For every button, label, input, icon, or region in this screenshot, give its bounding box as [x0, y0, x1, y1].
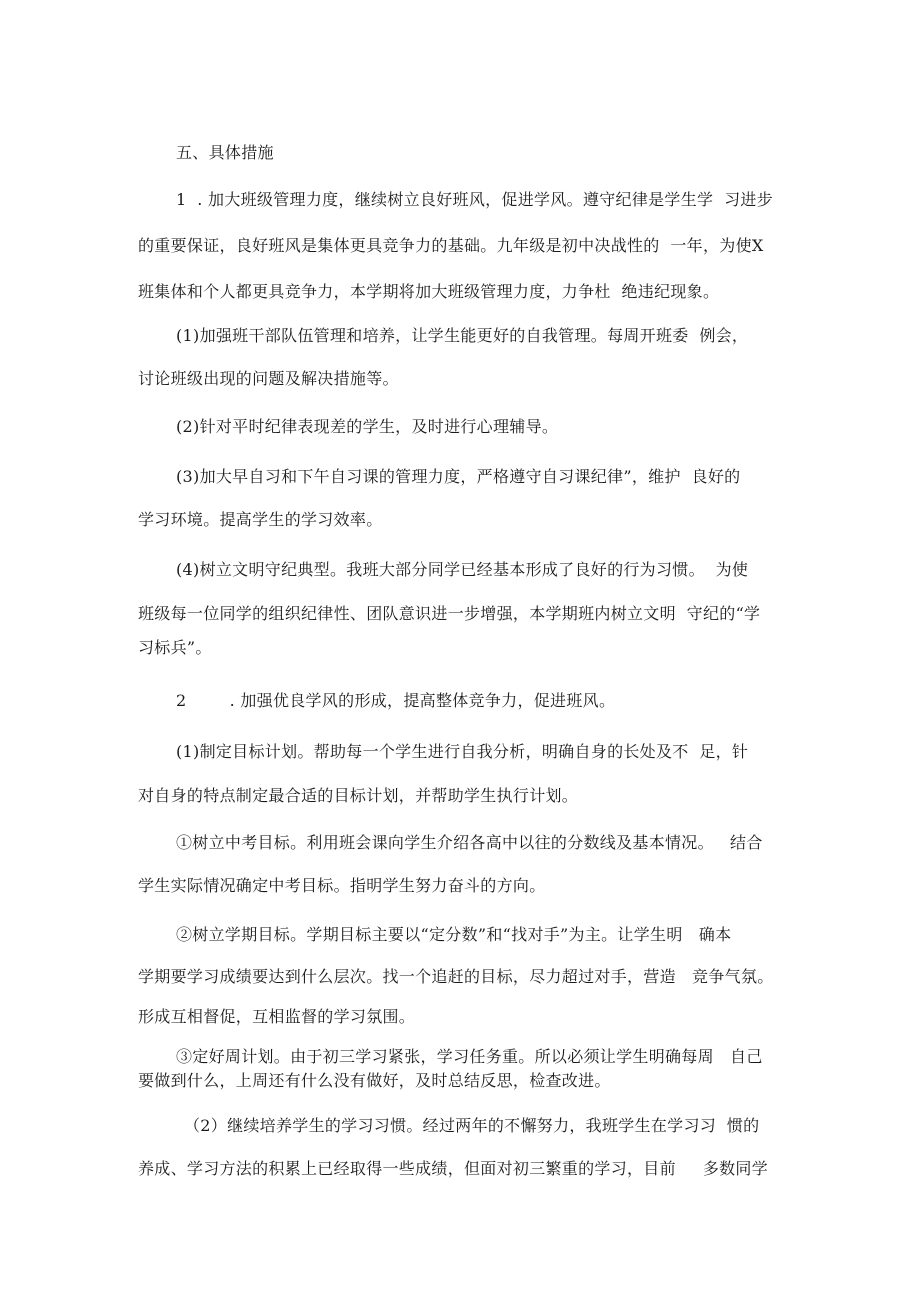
text-line: 习标兵”。	[138, 638, 212, 657]
text-line: 学生实际情况确定中考目标。指明学生努力奋斗的方向。	[138, 876, 546, 895]
text-line: (1)制定目标计划。帮助每一个学生进行自我分析，明确自身的长处及不 足，针	[176, 742, 749, 761]
section-heading: 五、具体措施	[176, 143, 274, 162]
text-line: 养成、学习方法的积累上已经取得一些成绩，但面对初三繁重的学习，目前 多数同学	[138, 1159, 769, 1178]
text-line: ②树立学期目标。学期目标主要以“定分数”和“找对手”为主。让学生明 确本	[176, 925, 732, 944]
text-line: （2）继续培养学生的学习习惯。经过两年的不懈努力，我班学生在学习习 惯的	[184, 1116, 760, 1135]
text-line: (3)加大早自习和下午自习课的管理力度，严格遵守自习课纪律”，维护 良好的	[176, 467, 741, 486]
text-line: 对自身的特点制定最合适的目标计划，并帮助学生执行计划。	[138, 786, 579, 805]
text-line: (1)加强班干部队伍管理和培养，让学生能更好的自我管理。每周开班委 例会，	[176, 326, 749, 345]
text-line: 的重要保证，良好班风是集体更具竞争力的基础。九年级是初中决战性的 一年，为使X	[138, 236, 764, 255]
text-line: 形成互相督促，互相监督的学习氛围。	[138, 1007, 416, 1026]
text-line: 学习环境。提高学生的学习效率。	[138, 510, 383, 529]
text-line: 班集体和个人都更具竞争力，本学期将加大班级管理力度，力争杜 绝违纪现象。	[138, 282, 720, 301]
text-line: ③定好周计划。由于初三学习紧张，学习任务重。所以必须让学生明确每周 自己	[176, 1047, 763, 1066]
text-line: 班级每一位同学的组织纪律性、团队意识进一步增强，本学期班内树立文明 守纪的“学	[138, 604, 761, 623]
text-line: (2)针对平时纪律表现差的学生，及时进行心理辅导。	[176, 417, 559, 436]
text-line: 要做到什么，上周还有什么没有做好，及时总结反思，检查改进。	[138, 1071, 611, 1090]
text-line: ①树立中考目标。利用班会课向学生介绍各高中以往的分数线及基本情况。 结合	[176, 833, 763, 852]
text-line: 1 . 加大班级管理力度，继续树立良好班风，促进学风。遵守纪律是学生学 习进步	[176, 190, 773, 209]
text-line: 2 . 加强优良学风的形成，提高整体竞争力，促进班风。	[176, 691, 616, 710]
text-line: 讨论班级出现的问题及解决措施等。	[138, 369, 399, 388]
text-line: (4)树立文明守纪典型。我班大部分同学已经基本形成了良好的行为习惯。 为使	[176, 560, 749, 579]
text-line: 学期要学习成绩要达到什么层次。找一个追赶的目标，尽力超过对手，营造 竞争气氛。	[138, 967, 774, 986]
